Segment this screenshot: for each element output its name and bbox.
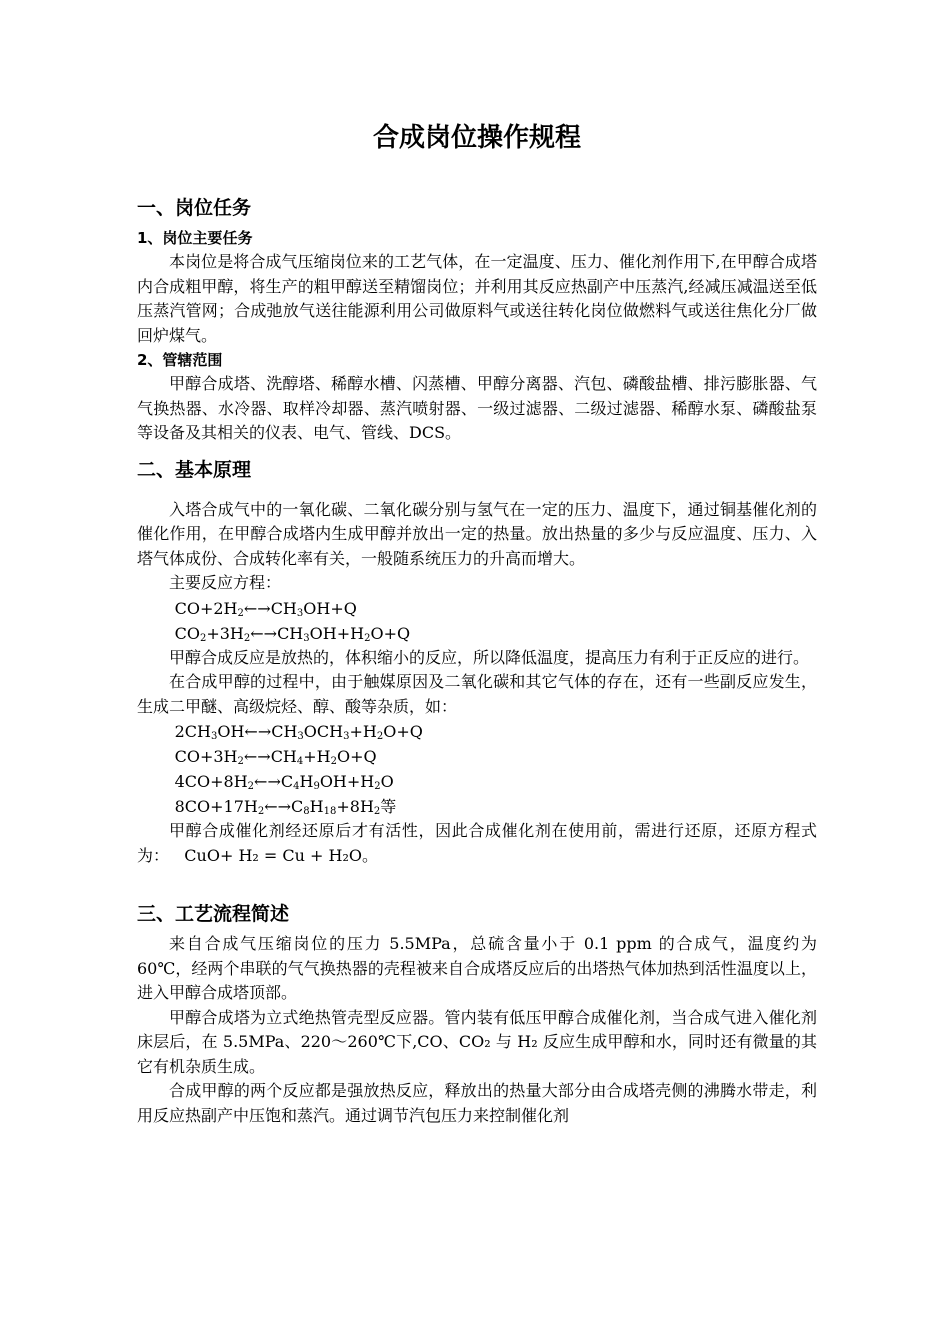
reduction-equation: CuO+ H₂ = Cu + H₂O。 [184,845,378,865]
equation-side-3: $4CO+8H_2\leftarrow\to C_4H_9OH+H_2O$ [174,772,394,792]
subheading-scope: 2、管辖范围 [137,351,223,369]
equation-side-4: $8CO+17H_2\leftarrow\to C_8H_{18}+8H_2$等 [174,797,397,817]
section-heading-process: 三、工艺流程简述 [137,903,290,925]
reduction-text: 甲醇合成催化剂经还原后才有活性，因此合成催化剂在使用前，需进行还原，还原方程式为： [137,821,817,865]
section-heading-principle: 二、基本原理 [137,458,252,481]
equation-side-2: $CO+3H_2\leftarrow\to CH_4+H_2O+Q$ [174,747,377,767]
equation-main-2: $CO_2+3H_2\leftarrow\to CH_3OH+H_2O+Q$ [174,623,411,644]
paragraph-scope: 甲醇合成塔、洗醇塔、稀醇水槽、闪蒸槽、甲醇分离器、汽包、磷酸盐槽、排污膨胀器、气气换热器、水冷器、取样冷却器、蒸汽喷射器、一级过滤器、二级过滤器、稀醇水泵、磷酸盐泵等设备及其相关的仪表、电气、管线、DCS。 [137,374,817,442]
paragraph-reduction [137,819,817,868]
paragraph-main-reactions-label: 主要反应方程： [169,573,282,592]
subheading-main-tasks: 1、岗位主要任务 [137,229,253,247]
paragraph-main-tasks: 本岗位是将合成气压缩岗位来的工艺气体，在一定温度、压力、催化剂作用下,在甲醇合成塔内合成粗甲醇，将生产的粗甲醇送至精馏岗位；并利用其反应热副产中压蒸汽,经减压减温送至低压蒸汽管网；合成弛放气送往能源利用公司做原料气或送往转化岗位做燃料气或送往焦化分厂做回炉煤气。 [137,252,817,345]
document-page [137,118,817,1128]
paragraph-process-3: 合成甲醇的两个反应都是强放热反应，释放出的热量大部分由合成塔壳侧的沸腾水带走，利用反应热副产中压饱和蒸汽。通过调节汽包压力来控制催化剂 [137,1081,817,1125]
document-title: 合成岗位操作规程 [372,123,581,153]
section-heading-tasks: 一、岗位任务 [137,197,252,219]
equation-main-1: $CO+2H_2\leftarrow\to CH_3OH+Q$ [174,598,357,619]
equation-side-1: $2CH_3OH\leftarrow\to CH_3OCH_3+H_2O+Q$ [174,722,423,742]
paragraph-principle: 入塔合成气中的一氧化碳、二氧化碳分别与氢气在一定的压力、温度下，通过铜基催化剂的催化作用，在甲醇合成塔内生成甲醇并放出一定的热量。放出热量的多少与反应温度、压力、入塔气体成份、合成转化率有关，一般随系统压力的升高而增大。 [137,499,817,568]
paragraph-side-reactions: 在合成甲醇的过程中，由于触媒原因及二氧化碳和其它气体的存在，还有一些副反应发生，生成二甲醚、高级烷烃、醇、酸等杂质，如： [137,672,817,716]
paragraph-exothermic: 甲醇合成反应是放热的，体积缩小的反应，所以降低温度，提高压力有利于正反应的进行。 [169,647,810,667]
paragraph-process-2: 甲醇合成塔为立式绝热管壳型反应器。管内装有低压甲醇合成催化剂，当合成气进入催化剂床层后，在 5.5MPa、220～260℃下,CO、CO₂ 与 H₂ 反应生成甲醇和水，同时还有微量的其它有机杂质生成。 [137,1007,817,1076]
paragraph-process-1: 来自合成气压缩岗位的压力 5.5MPa，总硫含量小于 0.1 ppm 的合成气，温度约为 60℃，经两个串联的气气换热器的壳程被来自合成塔反应后的出塔热气体加热到活性温度以上，进入甲醇合成塔顶部。 [137,934,817,1002]
